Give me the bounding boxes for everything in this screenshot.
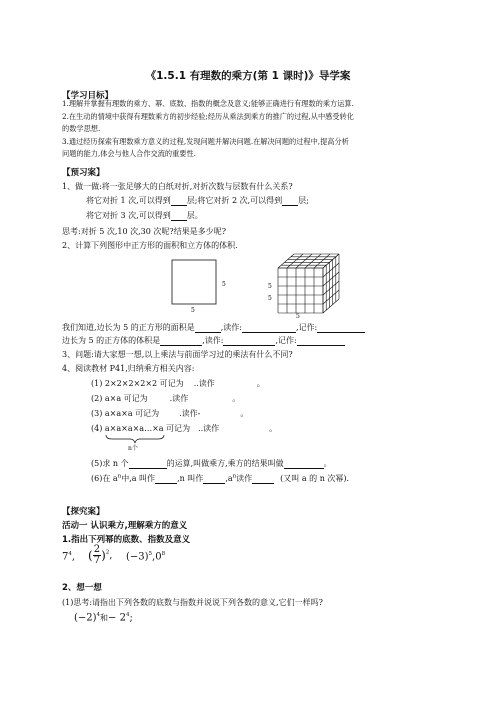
answer-blank[interactable] [195,323,221,333]
square-side-label: 5 [222,281,226,288]
preview-heading: 【预习案】 [62,168,105,178]
goal-line: 1.理解并掌握有理数的乘方、幂、底数、指数的概念及意义;能够正确进行有理数的乘方运算. [62,99,354,108]
cube-side-label: 5 [268,283,272,290]
cube-side-label-2: 5 [268,295,272,302]
know-text: ,读作: [202,336,224,345]
answer-blank[interactable] [242,323,296,333]
cube-grid-line [305,254,321,268]
preview-q2: 2、计算下列图形中正方形的面积和立方体的体积. [62,241,238,250]
goals-heading: 【学习目标】 [62,91,114,101]
superscript: n [117,473,122,480]
think-prompt: (1)思考:请指出下列各数的底数与指数并说说下列各数的意义,它们一样吗? [62,598,323,607]
fold-text: 层;将它对折 2 次,可以得到 [186,196,283,205]
fraction-expression: ( $\frac{2}{7}$ )$^2$, [88,544,113,566]
reading-item-4 [91,423,277,434]
reading-text: (又叫 a 的 n 次幂). [280,474,350,483]
goal-line: 的数学思想. [62,124,101,133]
superscript: n [232,473,237,480]
fraction-exponent: 2 [105,549,110,556]
reading-text: (4) a×a×a×a…×a 可记为 [91,424,191,433]
expr-base: − 2 [108,612,126,624]
know-text: 边长为 5 的正方体的体积是 [62,336,161,345]
square-figure [160,254,230,316]
preview-q3: 3、问题:请大家想一想,以上乘法与前面学习过的乘法有什么不同? [62,350,293,359]
expr-base: (−2) [74,612,97,624]
reading-text: (5)求 n 个 [91,459,129,468]
activity-title: 活动一 认识乘方,理解乘方的意义 [62,521,188,531]
expr-base: 0 [155,551,162,563]
answer-blank[interactable] [282,196,298,206]
answer-blank[interactable] [171,196,187,206]
expr-exponent: 4 [68,551,72,557]
reading-item-1 [91,378,265,389]
reading-text: (3) a×a×a 可记为 [91,409,160,418]
know-square-line [62,322,365,333]
expr-exponent: 8 [161,551,166,557]
cube-grid-line [323,254,339,268]
reading-text: 。 [269,424,278,433]
reading-text: 。 [240,409,249,418]
cube-grid-line [323,299,339,313]
answer-blank[interactable] [284,459,324,469]
punctuation: ; [129,612,133,624]
reading-text: ,n 叫作 [177,474,204,483]
fraction-denominator: 7 [93,555,101,566]
expr-base: (−3) [126,551,149,563]
answer-blank[interactable] [317,323,365,333]
explore-q1: 1.指出下列幂的底数、指数及意义 [62,535,191,545]
fold-text: 将它对折 1 次,可以得到 [86,196,171,205]
answer-blank[interactable] [171,211,187,221]
square-bottom-label: 5 [191,307,195,314]
reading-text: ..读作 [198,424,220,433]
reading-text: .读作 [169,394,189,403]
answer-blank[interactable] [297,336,345,346]
answer-blank[interactable] [129,459,167,469]
answer-blank[interactable] [223,336,275,346]
fold-line-3 [86,210,203,221]
reading-text: (2) a×a 可记为 [91,394,148,403]
reading-item-3 [91,408,248,419]
reading-text: (1) 2×2×2×2×2 可记为 [91,379,184,388]
cube-grid-line [278,254,294,268]
goal-line: 问题的能力,体会与他人合作交流的重要性. [62,149,196,158]
fold-line-1 [86,195,309,206]
cube-figure [262,248,352,320]
goal-line: 2.在生动的情境中获得有理数乘方的初步经验;经历从乘法到乘方的推广的过程,从中感受转化 [62,111,354,121]
reading-text: 读作 [236,474,253,483]
reading-text: 中,a 叫作 [121,474,156,483]
power-expressions: $7^4$, [62,551,76,563]
goal-line: 3.通过经历探索有理数乘方意义的过程,发现问题并解决问题.在解决问题的过程中,提高分析 [62,136,349,146]
fold-text: 层; [298,196,309,205]
answer-blank[interactable] [252,474,274,484]
square-shape [172,260,216,304]
reading-text: 的运算,叫做乘方,乘方的结果叫做 [166,459,284,468]
fraction-numerator: 2 [93,544,101,555]
reading-text: .读作- [179,409,201,418]
fold-text: 将它对折 3 次,可以得到 [86,211,171,220]
expr-base: 7 [62,551,69,563]
page-title: 《1.5.1 有理数的乘方(第 1 课时)》导学案 [145,70,351,82]
preview-q4: 4、阅读教材 P41,归纳乘方相关内容: [62,364,195,373]
reading-text: (6)在 a [91,474,118,483]
answer-blank[interactable] [155,474,177,484]
reading-text: 。 [323,459,332,468]
reading-text: 。 [256,379,265,388]
reading-item-2 [91,393,240,404]
reading-text: 。 [232,394,241,403]
know-text: ,读作: [220,323,242,332]
cube-grid-line [323,281,339,295]
explore-heading: 【探究案】 [62,507,105,517]
expr-exponent: 5 [148,551,153,557]
cube-grid-line [296,254,312,268]
expr-exponent: 4 [96,612,101,618]
reading-item-5 [91,458,332,469]
connector-text: 和 [100,613,109,623]
know-text: ,记作: [275,336,297,345]
fold-text: 层。 [186,211,203,220]
compare-expressions [74,612,133,623]
negative-power-expression: $(-3)^5,0^8$ [126,551,166,563]
cube-grid-line [323,290,339,304]
cube-grid-line [323,272,339,286]
answer-blank[interactable] [203,474,225,484]
expr-exponent: 4 [125,612,130,618]
cube-grid-line [314,254,330,268]
think-question: 思考:对折 5 次,10 次,30 次呢?结果是多少呢? [62,227,226,236]
brace-label: n个 [128,445,138,452]
answer-blank[interactable] [160,336,202,346]
know-cube-line [62,335,345,346]
reading-text: ..读作 [193,379,215,388]
reading-item-6 [91,473,349,484]
reading-text: ,a [225,474,233,483]
cube-grid-line [287,254,303,268]
know-text: 我们知道,边长为 5 的正方形的面积是 [62,323,195,332]
cube-bottom-label: 5 [296,313,300,320]
goals-list [62,98,354,161]
preview-q1: 1、做一做:将一张足够大的白纸对折,对折次数与层数有什么关系? [62,182,293,191]
know-text: ,记作: [295,323,318,332]
explore-q2: 2、想一想 [62,583,102,593]
